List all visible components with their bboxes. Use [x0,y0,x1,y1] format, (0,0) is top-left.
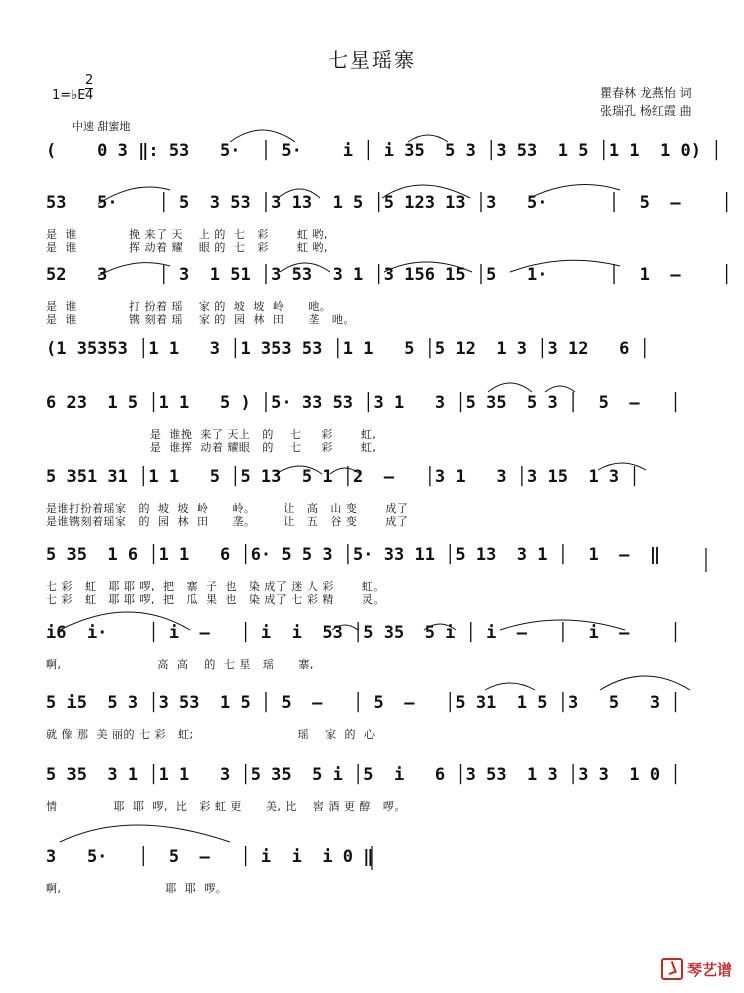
lyricist-credit: 瞿春林 龙燕怡 词 [600,86,692,100]
lyric-line: 啊, 高 高 的 七 星 瑶 寨, [46,658,314,671]
notation-row: 52 3 │ 3 1 51 │3 53 3 1 │3 156 15 │5 1· │ 1 – │ [46,265,732,285]
notation-row: i6 i· │ i – │ i i 53 │5 35 5 i │ i – │ i – │ [46,623,681,643]
lyric-line: 是 谁 挥 动着 耀 眼 的 七 彩 虹 哟, [46,241,328,254]
composer-credit: 张瑞孔 杨红霞 曲 [600,104,692,118]
notation-row: 53 5· │ 5 3 53 │3 13 1 5 │5 123 13 │3 5· │ 5 – │ [46,193,732,213]
meter-denominator: 4 [85,88,94,103]
notation-row: (1 35353 │1 1 3 │1 353 53 │1 1 5 │5 12 1 3 │3 12 6 │ [46,339,650,359]
notation-row: 6 23 1 5 │1 1 5 ) │5· 33 53 │3 1 3 │5 35 5 3 │ 5 – │ [46,393,681,413]
notation-row: 3 5· │ 5 – │ i i i 0 ‖ [46,847,374,867]
notation-row: ( 0 3 ‖: 53 5· │ 5· i │ i 35 5 3 │3 53 1 5 │1 1 1 0) │ [46,141,722,161]
notation-row: 5 351 31 │1 1 5 │5 13 5 1 │2 – │3 1 3 │3 15 1 3 │ [46,467,640,487]
lyric-line: 情 耶 耶 啰, 比 彩 虹 更 美, 比 窖 酒 更 醇 啰。 [46,800,406,813]
lyric-line: 是 谁挽 来了 天上 的 七 彩 虹, [46,428,377,441]
logo-text: 琴艺谱 [686,960,732,979]
lyric-line: 啊, 耶 耶 啰。 [46,882,228,895]
meter-numerator: 2 [85,73,94,88]
slur [485,683,535,690]
page-title: 七星瑶寨 [328,48,416,72]
lyric-line: 是 谁挥 动着 耀眼 的 七 彩 虹, [46,441,377,454]
lyric-line: 是 谁 挽 来了 天 上 的 七 彩 虹 哟, [46,228,328,241]
notation-row: 5 35 1 6 │1 1 6 │6· 5 5 3 │5· 33 11 │5 13 3 1 │ 1 – ‖ [46,545,661,565]
lyric-line: 是 谁 打 扮着 瑶 家 的 坡 坡 岭 吔。 [46,300,332,313]
site-logo [661,958,732,980]
time-signature [85,74,93,103]
logo-icon [661,958,683,980]
slur [600,676,690,690]
notation-row: 5 35 3 1 │1 1 3 │5 35 5 i │5 i 6 │3 53 1 3 │3 3 1 0 │ [46,765,681,785]
key-signature: 1=♭E [52,88,86,103]
lyric-line: 是 谁 镌 刻着 瑶 家 的 园 林 田 垄 吔。 [46,313,355,326]
tempo-marking: 中速 甜蜜地 [72,120,131,133]
notation-row: 5 i5 5 3 │3 53 1 5 │ 5 – │ 5 – │5 31 1 5 │3 5 3 │ [46,693,681,713]
lyric-line: 是谁打扮着瑶家 的 坡 坡 岭 岭。 让 高 山 变 成了 [46,502,409,515]
lyric-line: 七 彩 虹 耶 耶 啰, 把 瓜 果 也 染 成了 七 彩 精 灵。 [46,593,385,606]
lyric-line: 就 像 那 美 丽的 七 彩 虹; 瑶 家 的 心 [46,728,376,741]
lyric-line: 是谁镌刻着瑶家 的 园 林 田 垄。 让 五 谷 变 成了 [46,515,409,528]
slur [60,825,230,842]
lyric-line: 七 彩 虹 耶 耶 啰, 把 寨 子 也 染 成了 迷 人 彩 虹。 [46,580,385,593]
